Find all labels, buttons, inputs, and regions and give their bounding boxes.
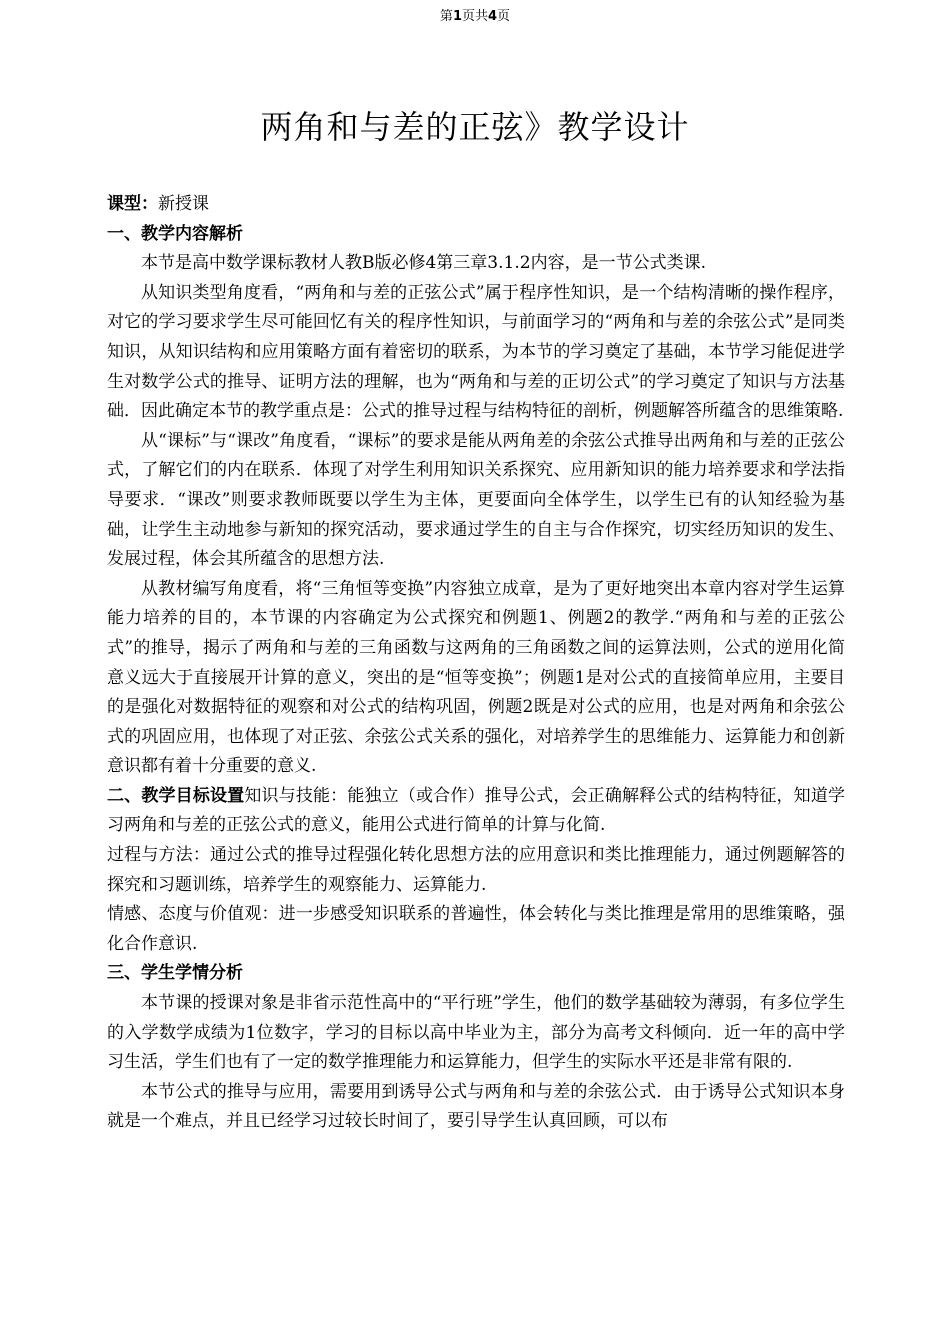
section1-paragraph: 从教材编写角度看，将“三角恒等变换”内容独立成章，是为了更好地突出本章内容对学生运算能力培养的目的，本节课的内容确定为公式探究和例题1、例题2的教学.“两角和与差的正弦公式”的推导，揭示了两角和与差的三角函数与这两角的三角函数之间的运算法则，公式的逆用化简意义远大于直接展开计算的意义，突出的是“恒等变换”；例题1是对公式的直接简单应用，主要目的是强化对数据特征的观察和对公式的结构巩固，例题2既是对公式的应用，也是对两角和余弦公式的巩固应用，也体现了对正弦、余弦公式关系的强化，对培养学生的思维能力、运算能力和创新意识都有着十分重要的意义.	[107, 578, 845, 777]
section2-paragraph: 情感、态度与价值观：进一步感受知识联系的普遍性，体会转化与类比推理是常用的思维策略，强化合作意识.	[107, 904, 845, 954]
course-type-value: 新授课	[158, 194, 209, 214]
section2-paragraph: 过程与方法：通过公式的推导过程强化转化思想方法的应用意识和类比推理能力，通过例题解答的探究和习题训练，培养学生的观察能力、运算能力.	[107, 845, 845, 895]
page-header-middle: 页共	[461, 9, 488, 24]
page-header-prefix: 第	[439, 9, 453, 24]
page-header-total: 4	[488, 9, 498, 24]
section2-heading: 二、教学目标设置	[107, 785, 245, 806]
document-body	[107, 190, 845, 1137]
section3-paragraph: 本节公式的推导与应用，需要用到诱导公式与两角和与差的余弦公式．由于诱导公式知识本身就是一个难点，并且已经学习过较长时间了，要引导学生认真回顾，可以布	[107, 1081, 845, 1132]
section2-first-text: 知识与技能：能独立（或合作）推导公式，会正确解释公式的结构特征，知道学习两角和与差的正弦公式的意义，能用公式进行简单的计算与化简.	[107, 785, 846, 836]
section1-paragraph: 从知识类型角度看，“两角和与差的正弦公式”属于程序性知识，是一个结构清晰的操作程序，对它的学习要求学生尽可能回忆有关的程序性知识，与前面学习的“两角和与差的余弦公式”是同类知识，从知识结构和应用策略方面有着密切的联系，为本节的学习奠定了基础，本节学习能促进学生对数学公式的推导、证明方法的理解，也为“两角和与差的正切公式”的学习奠定了知识与方法基础．因此确定本节的教学重点是：公式的推导过程与结构特征的剖析，例题解答所蕴含的思维策略.	[107, 282, 845, 422]
course-type-label: 课型：	[107, 194, 158, 214]
section1-paragraph: 从“课标”与“课改”角度看，“课标”的要求是能从两角差的余弦公式推导出两角和与差的正弦公式，了解它们的内在联系．体现了对学生利用知识关系探究、应用新知识的能力培养要求和学法指导要求．“课改”则要求教师既要以学生为主体，更要面向全体学生，以学生已有的认知经验为基础，让学生主动地参与新知的探究活动，要求通过学生的自主与合作探究，切实经历知识的发生、发展过程，体会其所蕴含的思想方法.	[107, 430, 845, 570]
document-title: 两角和与差的正弦》教学设计	[260, 108, 690, 146]
section3-heading: 三、学生学情分析	[107, 963, 243, 984]
section3-paragraph: 本节课的授课对象是非省示范性高中的“平行班”学生，他们的数学基础较为薄弱，有多位学生的入学数学成绩为1位数字，学习的目标以高中毕业为主，部分为高考文科倾向．近一年的高中学习生活，学生们也有了一定的数学推理能力和运算能力，但学生的实际水平还是非常有限的.	[107, 993, 845, 1073]
section1-heading: 一、教学内容解析	[107, 223, 243, 244]
page-header-current: 1	[452, 9, 462, 24]
page-header	[0, 5, 950, 24]
section2-first-line	[107, 782, 845, 841]
page-header-suffix: 页	[497, 9, 511, 24]
section1-paragraph: 本节是高中数学课标教材人教B版必修4第三章3.1.2内容，是一节公式类课.	[141, 253, 706, 274]
course-type-line	[107, 190, 845, 220]
